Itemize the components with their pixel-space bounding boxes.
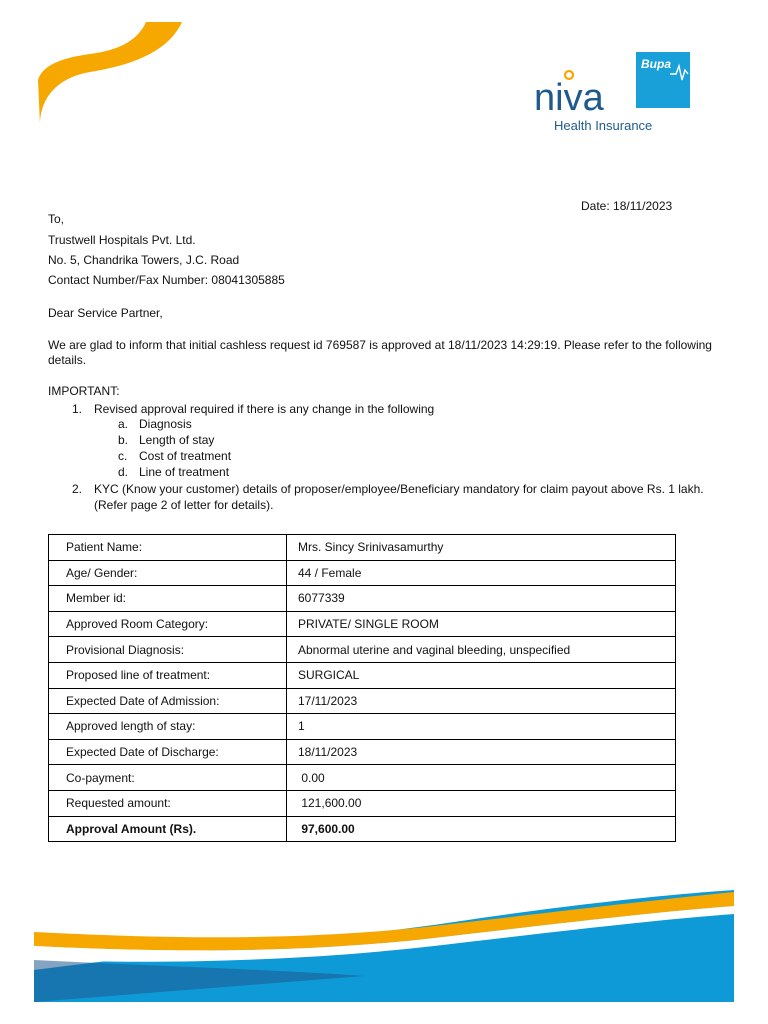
table-row <box>49 637 676 663</box>
table-row <box>49 688 676 714</box>
table-row <box>49 714 676 740</box>
to-label: To, <box>48 212 65 226</box>
point-1-number: 1. <box>72 402 83 416</box>
table-row <box>49 790 676 816</box>
table-row <box>49 662 676 688</box>
svg-text:niva: niva <box>534 77 604 119</box>
body-text-line-1: We are glad to inform that initial cashless request id 769587 is approved at 18/11/2023 14:29:19. Please refer to the following <box>48 338 712 352</box>
table-row <box>49 560 676 586</box>
row-label: Approved length of stay: <box>49 714 287 740</box>
sub-point-d-letter: d. <box>118 465 129 479</box>
row-value: Mrs. Sincy Srinivasamurthy <box>287 535 676 561</box>
table-row <box>49 535 676 561</box>
row-value: 6077339 <box>287 586 676 612</box>
row-label: Approved Room Category: <box>49 611 287 637</box>
point-2-text: KYC (Know your customer) details of proposer/employee/Beneficiary mandatory for claim payout above Rs. 1 lakh. <box>94 482 704 496</box>
row-label: Provisional Diagnosis: <box>49 637 287 663</box>
point-2-number: 2. <box>72 482 83 496</box>
row-value: SURGICAL <box>287 662 676 688</box>
point-1-text: Revised approval required if there is any change in the following <box>94 402 435 416</box>
approval-details-table <box>48 534 676 842</box>
row-label: Approval Amount (Rs). <box>49 816 287 842</box>
date-line <box>581 199 672 213</box>
point-2-continuation: (Refer page 2 of letter for details). <box>94 498 274 512</box>
row-label: Age/ Gender: <box>49 560 287 586</box>
table-row <box>49 611 676 637</box>
row-label: Requested amount: <box>49 790 287 816</box>
date-value: 18/11/2023 <box>613 199 673 213</box>
sub-point-b-text: Length of stay <box>139 433 215 447</box>
svg-text:Health Insurance: Health Insurance <box>554 118 653 133</box>
contact-label: Contact Number/Fax Number: <box>48 273 209 287</box>
letter-page <box>34 22 739 1002</box>
row-value: 44 / Female <box>287 560 676 586</box>
row-value: 0.00 <box>287 765 676 791</box>
row-value: 17/11/2023 <box>287 688 676 714</box>
sub-point-c-letter: c. <box>118 449 128 463</box>
row-value: 97,600.00 <box>287 816 676 842</box>
row-value: Abnormal uterine and vaginal bleeding, unspecified <box>287 637 676 663</box>
row-label: Expected Date of Discharge: <box>49 739 287 765</box>
body-text-line-2: details. <box>48 353 87 367</box>
row-label: Patient Name: <box>49 535 287 561</box>
sub-point-a-text: Diagnosis <box>139 417 192 431</box>
sub-point-b-letter: b. <box>118 433 129 447</box>
table-row-approval-amount <box>49 816 676 842</box>
row-label: Member id: <box>49 586 287 612</box>
row-label: Proposed line of treatment: <box>49 662 287 688</box>
sub-point-c-text: Cost of treatment <box>139 449 232 463</box>
important-heading: IMPORTANT: <box>48 384 120 398</box>
sub-point-a-letter: a. <box>118 417 129 431</box>
row-value: PRIVATE/ SINGLE ROOM <box>287 611 676 637</box>
table-row <box>49 765 676 791</box>
contact-line <box>48 273 285 287</box>
row-value: 18/11/2023 <box>287 739 676 765</box>
addressee-name: Trustwell Hospitals Pvt. Ltd. <box>48 233 196 247</box>
address-line: No. 5, Chandrika Towers, J.C. Road <box>48 253 240 267</box>
contact-value: 08041305885 <box>211 273 285 287</box>
sub-point-d-text: Line of treatment <box>139 465 230 479</box>
table-row <box>49 739 676 765</box>
row-label: Co-payment: <box>49 765 287 791</box>
footer-wave-decoration <box>34 880 734 1002</box>
table-row <box>49 586 676 612</box>
niva-bupa-logo <box>530 52 700 142</box>
row-value: 1 <box>287 714 676 740</box>
svg-text:Bupa: Bupa <box>641 57 671 71</box>
orange-swoosh-decoration <box>0 0 200 140</box>
salutation: Dear Service Partner, <box>48 306 163 320</box>
row-label: Expected Date of Admission: <box>49 688 287 714</box>
row-value: 121,600.00 <box>287 790 676 816</box>
date-label: Date: <box>581 199 610 213</box>
